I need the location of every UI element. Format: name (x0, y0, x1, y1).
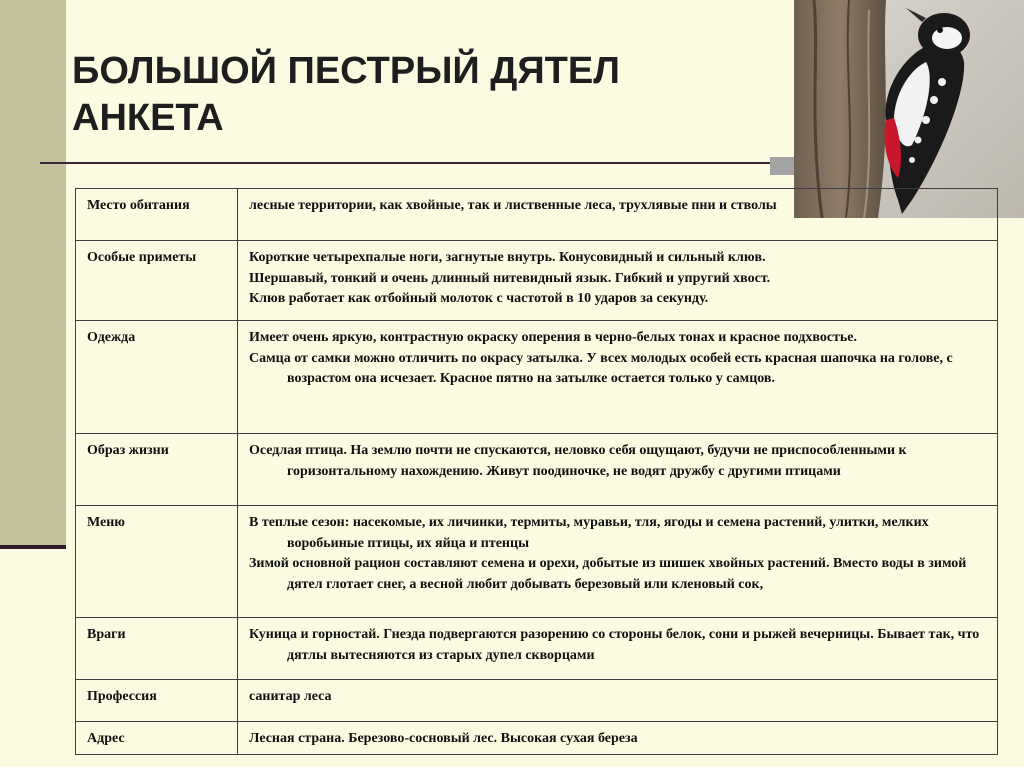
divider-accent-square (770, 157, 794, 175)
row-label: Профессия (76, 680, 238, 722)
row-label: Адрес (76, 722, 238, 755)
row-value-line: В теплые сезон: насекомые, их личинки, термиты, муравьи, тля, ягоды и семена растений, улитки, мелких воробьиные птицы, их яйца и птенцы (249, 515, 929, 551)
row-value (238, 618, 998, 680)
table-row (76, 722, 998, 755)
woodpecker-photo (794, 0, 1024, 218)
profile-table (75, 188, 998, 755)
row-value-line: Шершавый, тонкий и очень длинный нитевидный язык. Гибкий и упругий хвост. (249, 270, 771, 286)
row-value-line: лесные территории, как хвойные, так и лиственные леса, трухлявые пни и стволы (249, 198, 777, 213)
title-line-2: АНКЕТА (72, 97, 224, 139)
table-row (76, 241, 998, 321)
title-line-1: БОЛЬШОЙ ПЕСТРЫЙ ДЯТЕЛ (72, 50, 620, 92)
row-value-line: Самца от самки можно отличить по окрасу затылка. У всех молодых особей есть красная шапочка на голове, с возрастом она исчезает. Красное пятно на затылке остается только у самцов. (249, 350, 953, 386)
row-value (238, 722, 998, 755)
row-value-line: Оседлая птица. На землю почти не спускаются, неловко себя ощущают, будучи не приспособленными к горизонтальному нахождению. Живут поодиночке, не водят дружбу с другими птицами (249, 443, 907, 479)
side-bar-underline (0, 545, 66, 549)
row-value-line: санитар леса (249, 689, 332, 704)
row-value-line: Зимой основной рацион составляют семена и орехи, добытые из шишек хвойных растений. Вместо воды в зимой дятел глотает снег, а весной любит добывать березовый или кленовый сок, (249, 556, 967, 592)
row-label: Особые приметы (76, 241, 238, 321)
table-row (76, 321, 998, 434)
row-value-line: Лесная страна. Березово-сосновый лес. Высокая сухая береза (249, 731, 638, 746)
table-row (76, 680, 998, 722)
row-label: Образ жизни (76, 434, 238, 506)
row-value (238, 321, 998, 434)
row-value (238, 434, 998, 506)
row-value (238, 189, 998, 241)
decorative-side-bar (0, 0, 66, 545)
page-title (72, 48, 772, 142)
row-value (238, 680, 998, 722)
table-row (76, 506, 998, 618)
row-label: Меню (76, 506, 238, 618)
row-value-line: Клюв работает как отбойный молоток с частотой в 10 ударов за секунду. (249, 291, 709, 306)
row-label: Враги (76, 618, 238, 680)
row-value (238, 241, 998, 321)
row-value-line: Короткие четырехпалые ноги, загнутые внутрь. Конусовидный и сильный клюв. (249, 250, 766, 265)
table-row (76, 189, 998, 241)
row-label: Одежда (76, 321, 238, 434)
row-value-line: Куница и горностай. Гнезда подвергаются разорению со стороны белок, сони и рыжей вечерницы. Бывает так, что дятлы вытесняются из старых дупел скворцами (249, 627, 980, 663)
row-label: Место обитания (76, 189, 238, 241)
row-value-line: Имеет очень яркую, контрастную окраску оперения в черно-белых тонах и красное подхвостье. (249, 330, 858, 345)
title-divider (40, 162, 800, 164)
table-row (76, 618, 998, 680)
row-value (238, 506, 998, 618)
table-row (76, 434, 998, 506)
